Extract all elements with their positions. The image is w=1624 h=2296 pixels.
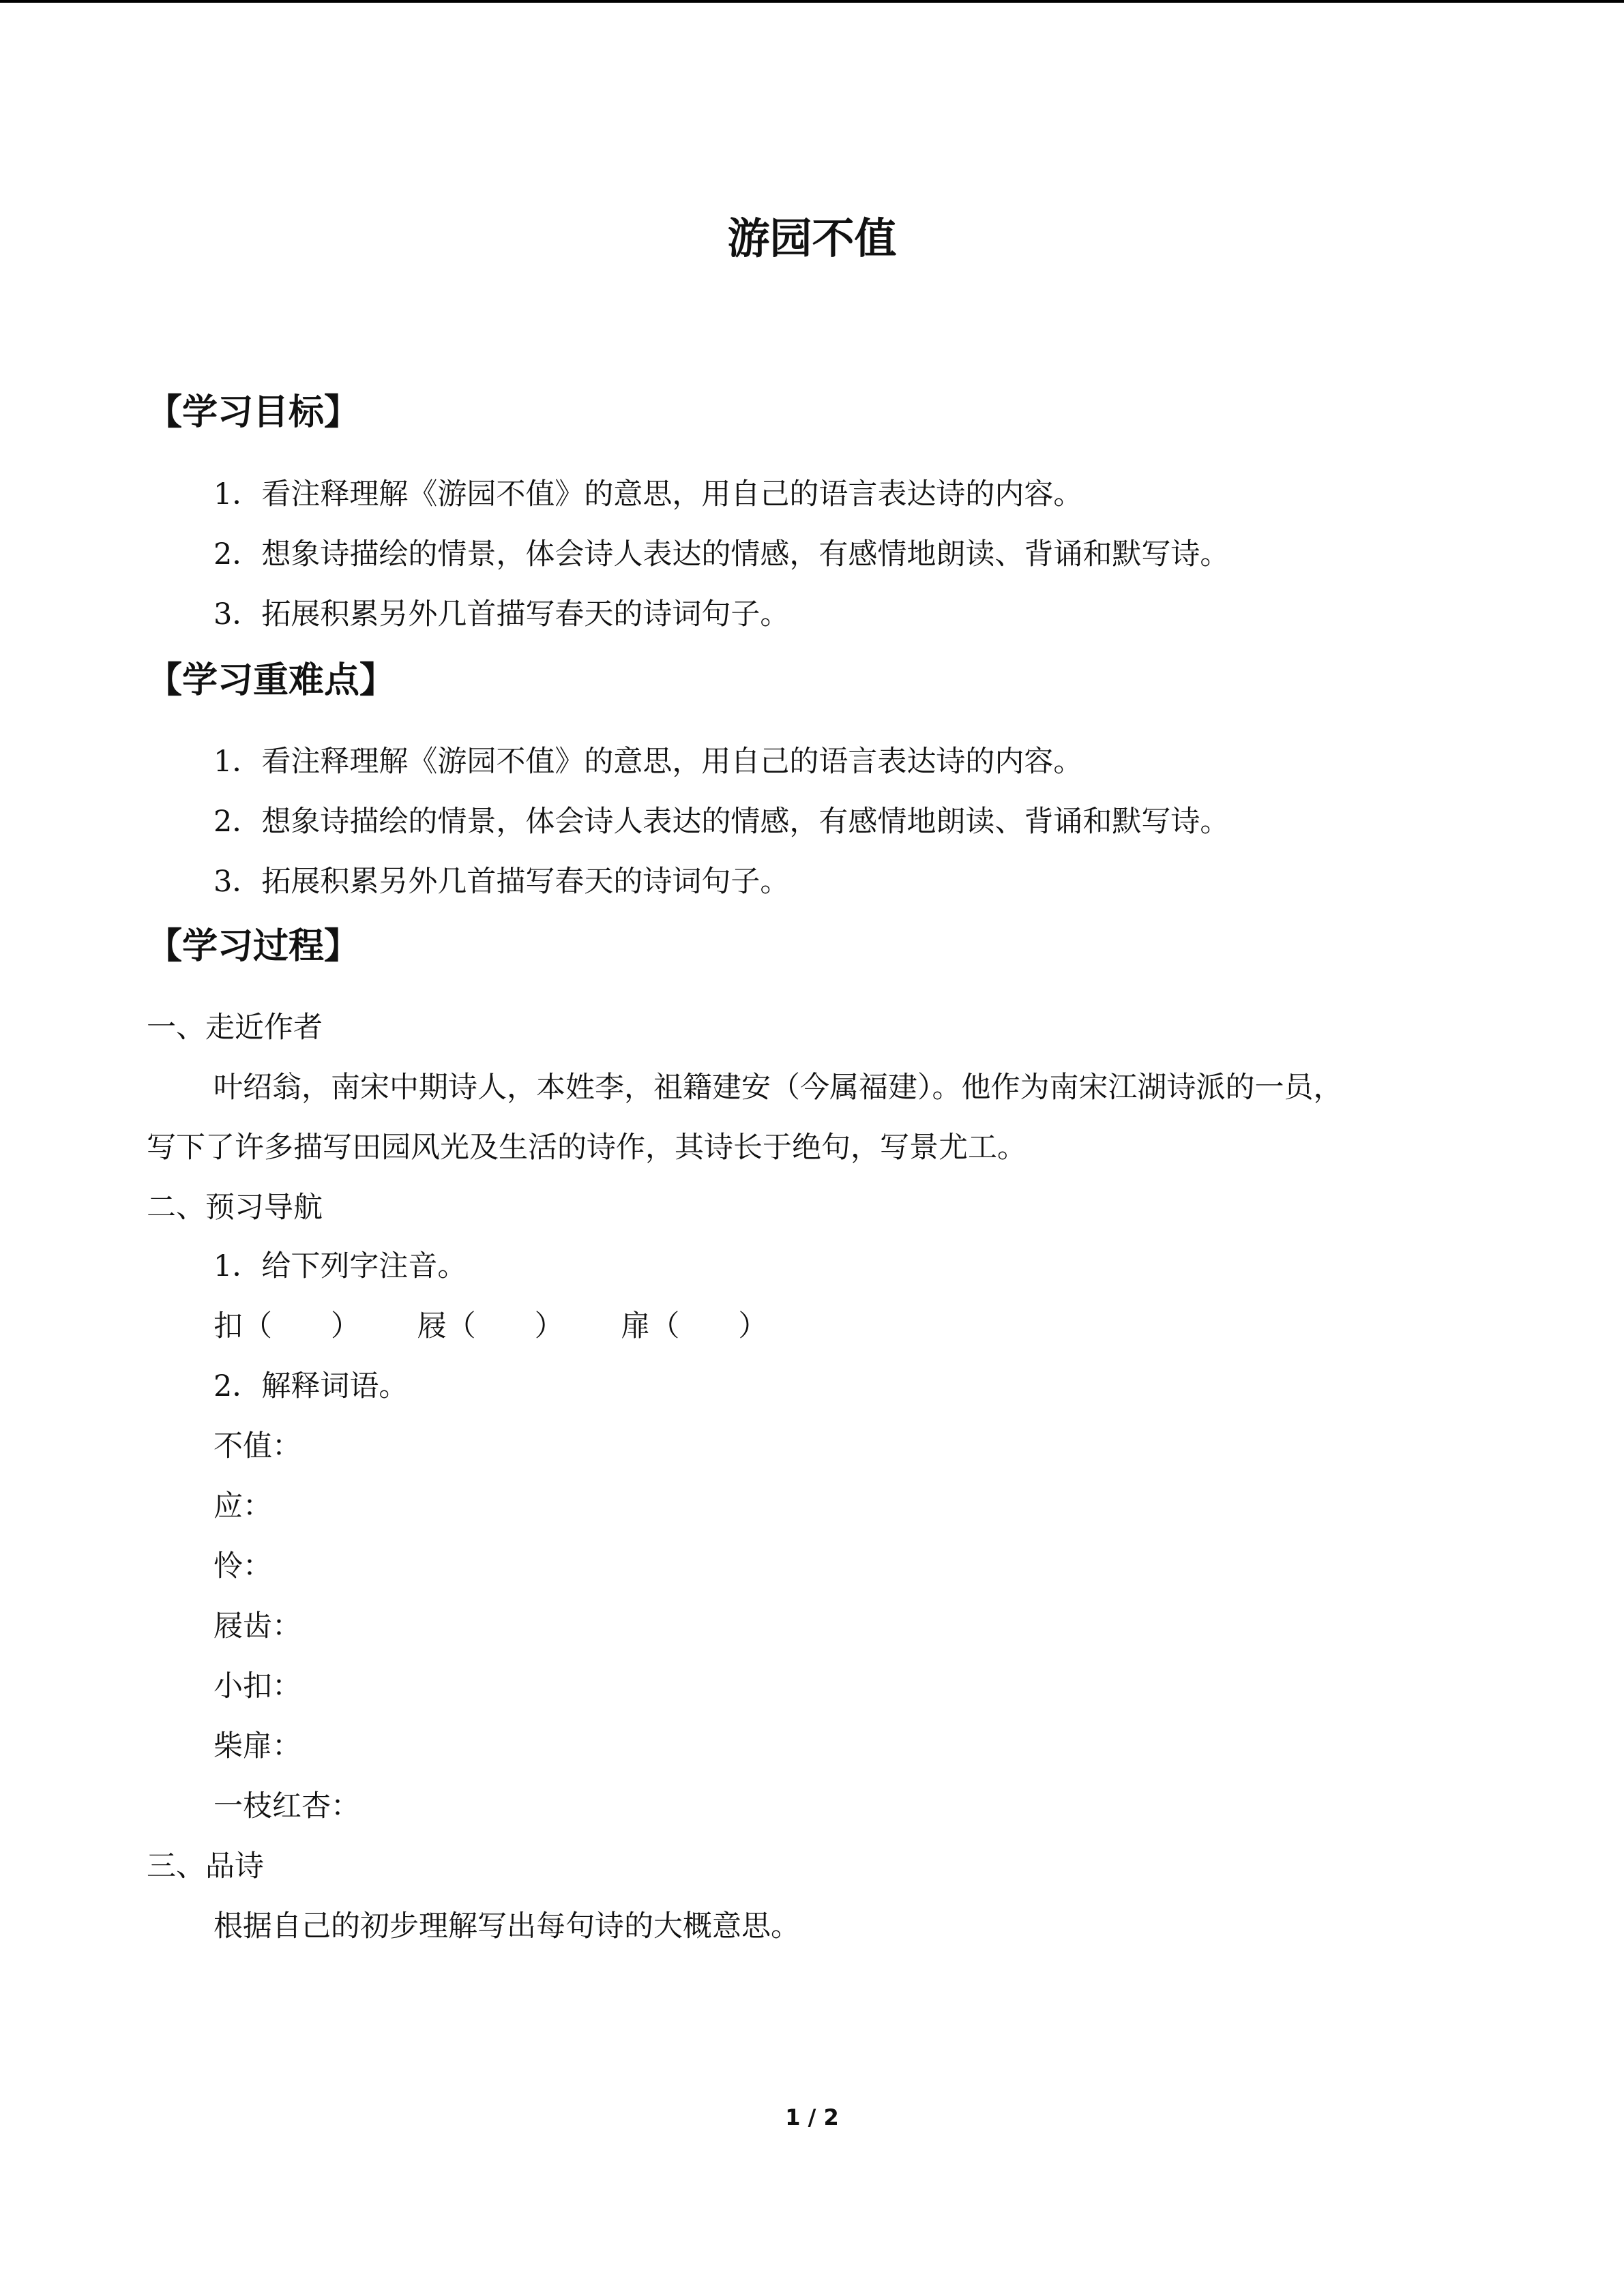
author-paragraph-line-2: 写下了许多描写田园风光及生活的诗作，其诗长于绝句，写景尤工。 — [147, 1131, 1027, 1165]
pinyin-blank-kou[interactable]: 扣（ ） — [213, 1309, 360, 1343]
vocab-term: 小扣： — [213, 1669, 301, 1703]
part-title-preview: 二、预习导航 — [147, 1191, 323, 1225]
heading-learning-goals: 【学习目标】 — [147, 392, 360, 433]
vocab-term: 不值： — [213, 1429, 301, 1463]
vocab-term: 怜： — [213, 1549, 272, 1583]
pinyin-blanks-row — [213, 1302, 767, 1350]
goal-item-3: 3．拓展积累另外几首描写春天的诗词句子。 — [213, 597, 790, 631]
document-title: 游园不值 — [727, 213, 897, 263]
part-title-author: 一、走近作者 — [147, 1011, 323, 1045]
pinyin-blank-ji[interactable]: 屐（ ） — [417, 1309, 564, 1343]
page-number: 1 / 2 — [785, 2104, 839, 2130]
heading-learning-process: 【学习过程】 — [147, 926, 360, 967]
author-paragraph-line-1: 叶绍翁，南宋中期诗人，本姓李，祖籍建安（今属福建）。他作为南宋江湖诗派的一员， — [213, 1071, 1343, 1105]
pinyin-blank-fei[interactable]: 扉（ ） — [621, 1309, 768, 1343]
question-pinyin: 1．给下列字注音。 — [213, 1249, 467, 1283]
vocab-term: 屐齿： — [213, 1609, 301, 1643]
vocab-term: 一枝红杏： — [213, 1789, 360, 1823]
key-point-item-3: 3．拓展积累另外几首描写春天的诗词句子。 — [213, 865, 790, 899]
goal-item-2: 2．想象诗描绘的情景，体会诗人表达的情感，有感情地朗读、背诵和默写诗。 — [213, 537, 1230, 571]
part-title-poem: 三、品诗 — [147, 1849, 264, 1883]
vocab-term: 柴扉： — [213, 1729, 301, 1763]
poem-instruction: 根据自己的初步理解写出每句诗的大概意思。 — [213, 1909, 800, 1943]
key-point-item-1: 1．看注释理解《游园不值》的意思，用自己的语言表达诗的内容。 — [213, 745, 1083, 779]
vocab-term: 应： — [213, 1489, 272, 1523]
heading-key-points: 【学习重难点】 — [147, 660, 396, 701]
question-vocabulary: 2．解释词语。 — [213, 1369, 409, 1403]
goal-item-1: 1．看注释理解《游园不值》的意思，用自己的语言表达诗的内容。 — [213, 477, 1083, 511]
key-point-item-2: 2．想象诗描绘的情景，体会诗人表达的情感，有感情地朗读、背诵和默写诗。 — [213, 805, 1230, 839]
